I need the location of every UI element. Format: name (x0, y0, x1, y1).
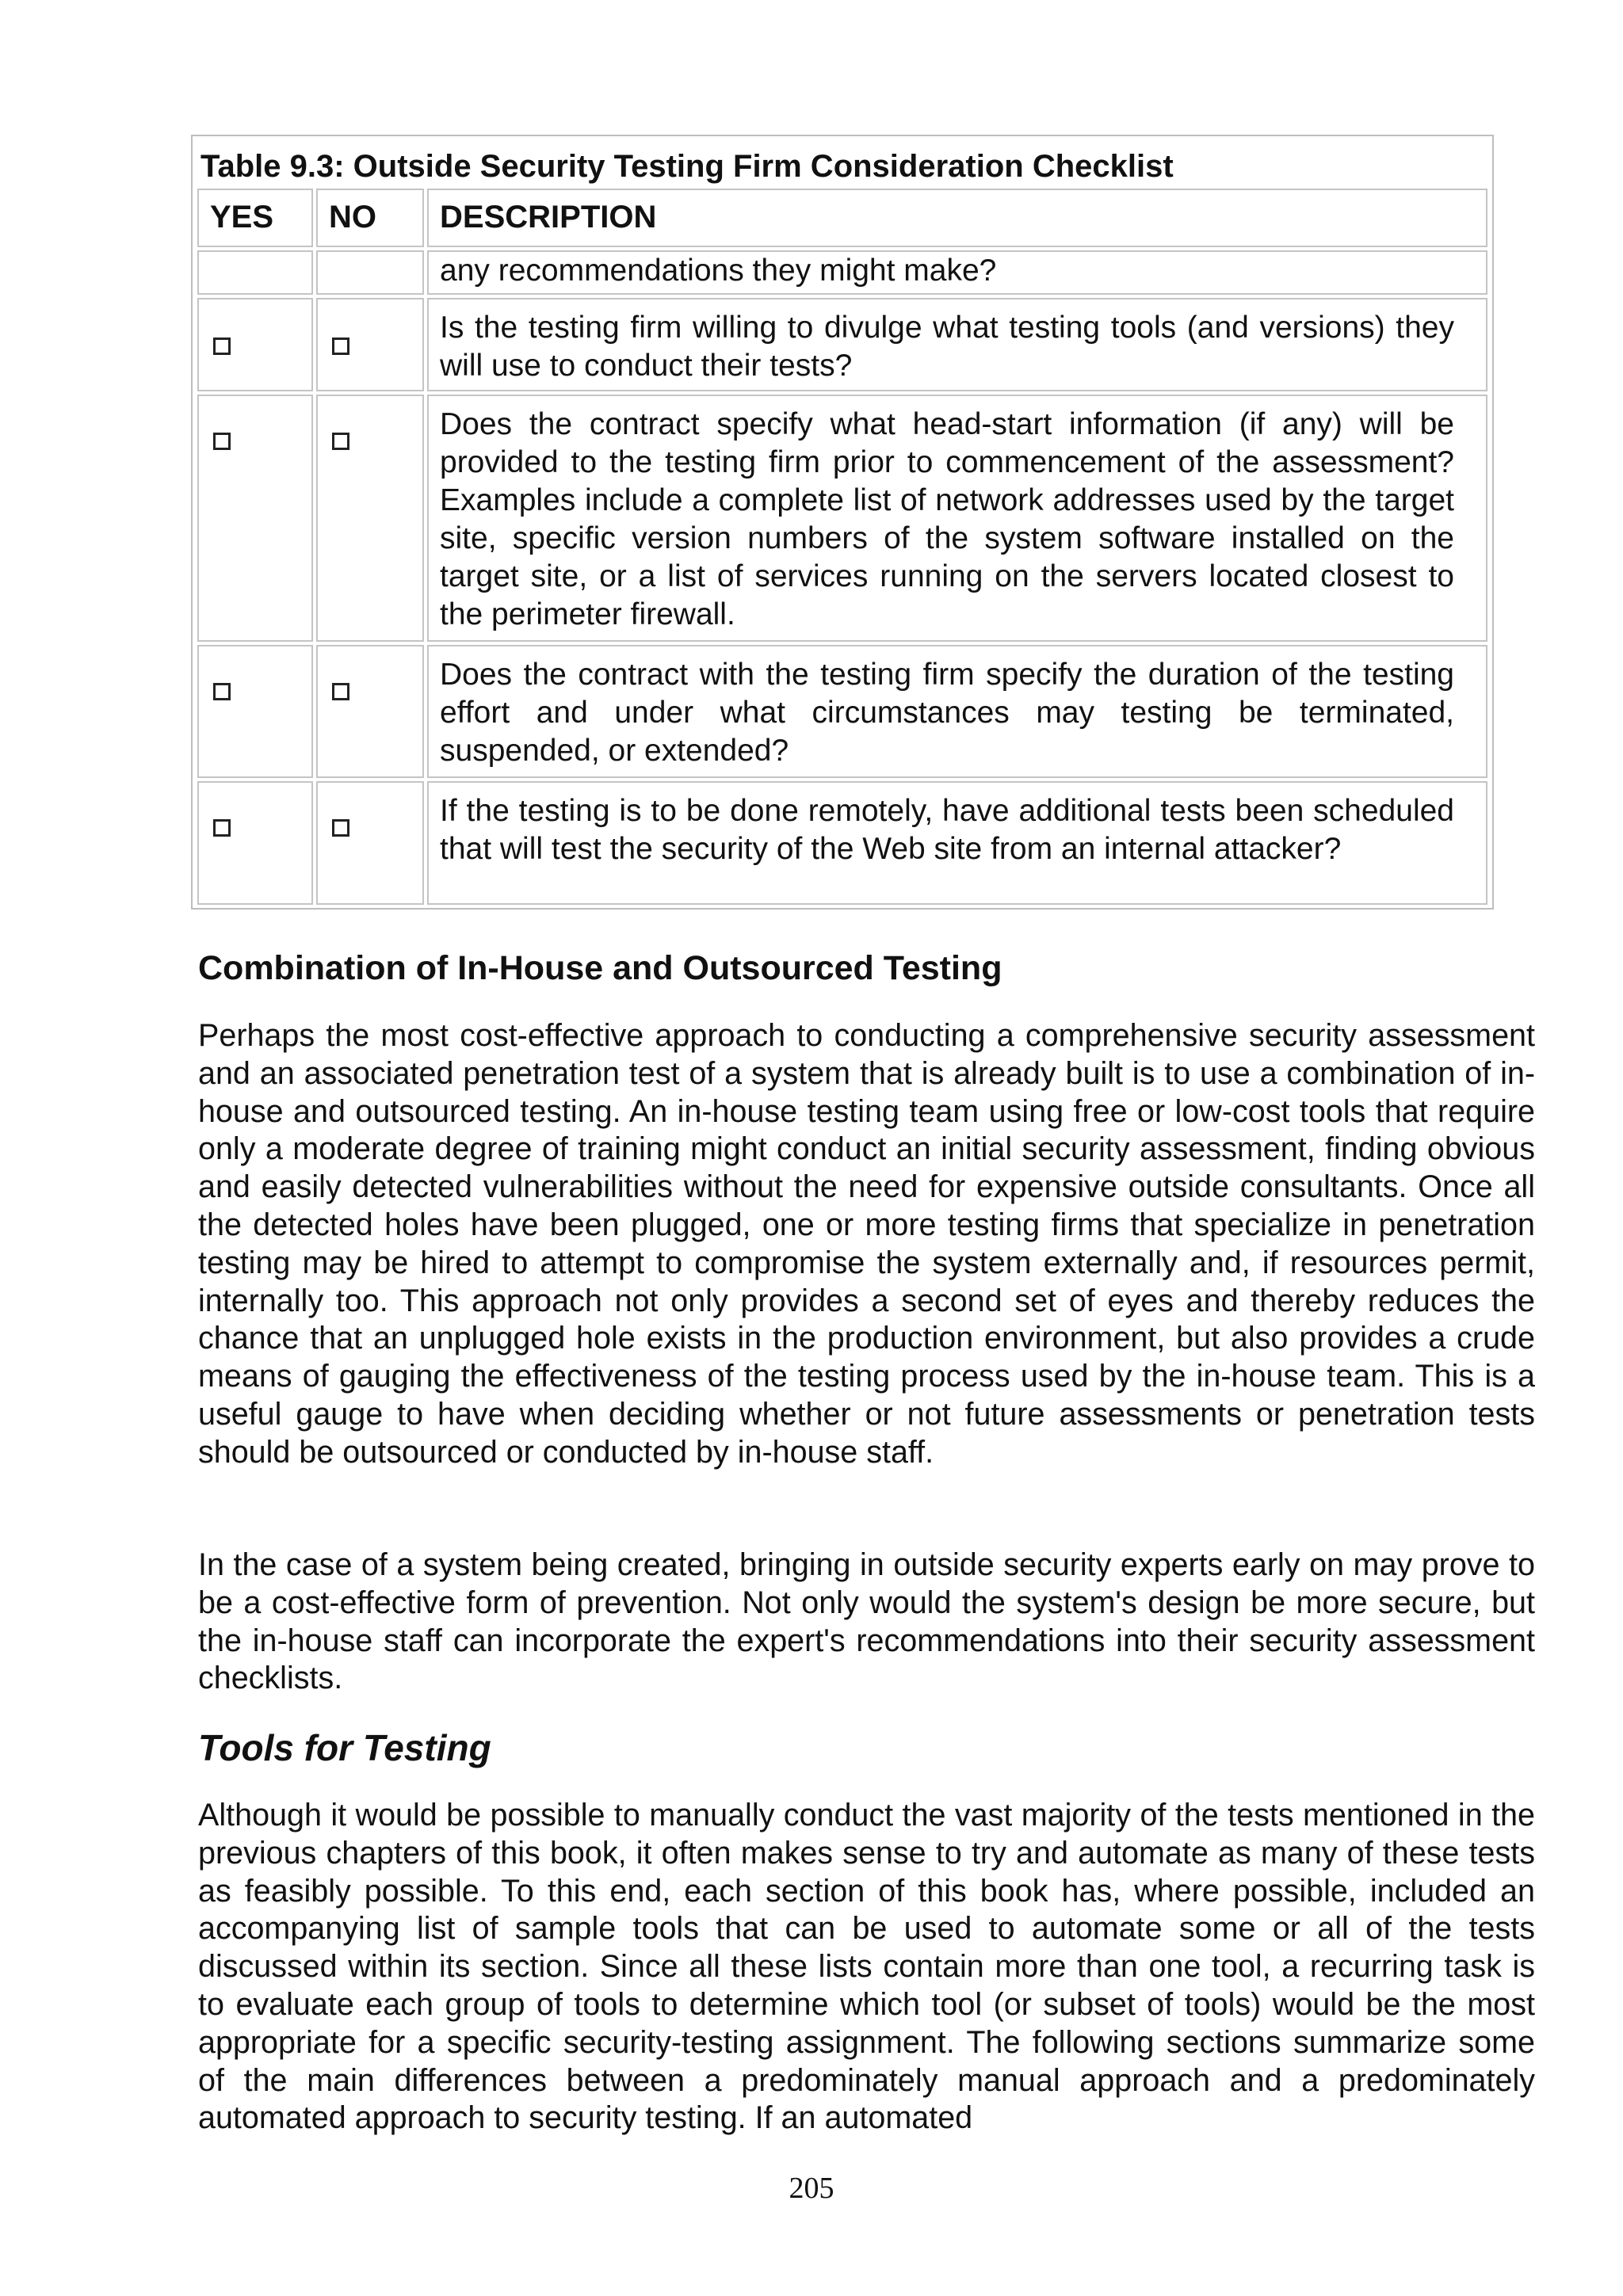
yes-checkbox[interactable] (213, 683, 231, 700)
table-row-yes-cell (197, 645, 313, 778)
row-description: Does the contract specify what head-start information (if any) will be provided to the testing firm prior to commencement of the assessment? Examples include a complete list of network addresses used by the target site, specific version numbers of the system software installed on the target site, or a list of services running on the servers located closest to the perimeter firewall. (440, 407, 1454, 631)
paragraph: In the case of a system being created, bringing in outside security experts early on may prove to be a cost-effective form of prevention. Not only would the system's design be more secure, but the in-house staff can incorporate the expert's recommendations into their security assessment checklists. (198, 1547, 1535, 1696)
row-description: Is the testing firm willing to divulge what testing tools (and versions) they will use to conduct their tests? (440, 311, 1454, 383)
table-row-yes-cell (197, 395, 313, 642)
table-row (427, 250, 1487, 295)
table-row-no-cell (316, 250, 424, 295)
section-heading-tools: Tools for Testing (198, 1727, 491, 1768)
table-caption: Table 9.3: Outside Security Testing Firm Consideration Checklist (200, 149, 1174, 184)
row-description: If the testing is to be done remotely, have additional tests been scheduled that will test the security of the Web site from an internal attacker? (440, 794, 1454, 866)
no-checkbox[interactable] (332, 683, 349, 700)
no-checkbox[interactable] (332, 338, 349, 355)
yes-checkbox[interactable] (213, 819, 231, 837)
header-yes: YES (210, 200, 274, 235)
table-row (427, 781, 1487, 905)
header-description: DESCRIPTION (440, 200, 657, 235)
header-yes-cell (197, 189, 313, 247)
paragraph: Although it would be possible to manually conduct the vast majority of the tests mentioned in the previous chapters of this book, it often makes sense to try and automate as many of these tests as feasibly possible. To this end, each section of this book has, where possible, included an accompanying list of sample tools that can be used to automate some or all of the tests discussed within its section. Since all these lists contain more than one tool, a recurring task is to evaluate each group of tools to determine which tool (or subset of tools) would be the most appropriate for a specific security-testing assignment. The following sections summarize some of the main differences between a predominately manual approach and a predominately automated approach to security testing. If an automated (198, 1798, 1535, 2136)
table-row-yes-cell (197, 298, 313, 391)
yes-checkbox[interactable] (213, 433, 231, 450)
row-description: any recommendations they might make? (440, 254, 997, 288)
table-row-yes-cell (197, 250, 313, 295)
table-row-no-cell (316, 298, 424, 391)
paragraph: Perhaps the most cost-effective approach to conducting a comprehensive security assessment and an associated penetration test of a system that is already built is to use a combination of in-house and outsourced testing. An in-house testing team using free or low-cost tools that require only a moderate degree of training might conduct an initial security assessment, finding obvious and easily detected vulnerabilities without the need for expensive outside consultants. Once all the detected holes have been plugged, one or more testing firms that specialize in penetration testing may be hired to attempt to compromise the system externally and, if resources permit, internally too. This approach not only provides a second set of eyes and thereby reduces the chance that an unplugged hole exists in the production environment, but also provides a crude means of gauging the effectiveness of the testing process used by the in-house team. This is a useful gauge to have when deciding whether or not future assessments or penetration tests should be outsourced or conducted by in-house staff. (198, 1018, 1535, 1470)
table-row (427, 298, 1487, 391)
header-no: NO (329, 200, 376, 235)
yes-checkbox[interactable] (213, 338, 231, 355)
table-row-yes-cell (197, 781, 313, 905)
table-row (427, 395, 1487, 642)
table-row-no-cell (316, 645, 424, 778)
table-row (427, 645, 1487, 778)
no-checkbox[interactable] (332, 819, 349, 837)
page-number: 205 (789, 2172, 834, 2205)
table-row-no-cell (316, 395, 424, 642)
section-heading-combination: Combination of In-House and Outsourced Testing (198, 949, 1002, 987)
header-description-cell (427, 189, 1487, 247)
row-description: Does the contract with the testing firm specify the duration of the testing effort and under what circumstances may testing be terminated, suspended, or extended? (440, 658, 1454, 768)
checklist-table (191, 135, 1494, 910)
header-no-cell (316, 189, 424, 247)
no-checkbox[interactable] (332, 433, 349, 450)
table-row-no-cell (316, 781, 424, 905)
